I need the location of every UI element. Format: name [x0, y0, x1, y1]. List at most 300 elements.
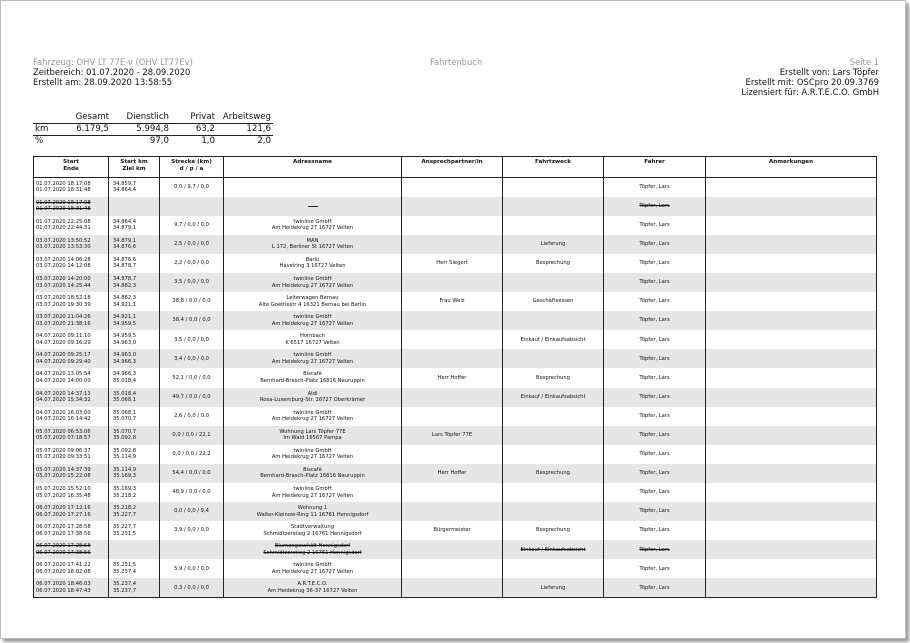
cell-fahrer: Töpfer, Lars: [604, 254, 706, 273]
cell-adresse-street: Havelring 3 16727 Velten: [279, 263, 346, 270]
cell-start-km: 34.879,1: [113, 237, 137, 244]
cell-km: [109, 540, 160, 559]
cell-fahrer: Töpfer, Lars: [604, 349, 706, 368]
cell-strecke: 9,7 / 0,0 / 0,0: [160, 216, 224, 235]
cell-km: [109, 388, 160, 407]
cell-fahrer: Töpfer, Lars: [604, 540, 706, 559]
cell-start-km: 35.068,1: [113, 409, 137, 416]
table-row: [34, 368, 877, 387]
summary-pct-arbeitsweg: 2,0: [257, 136, 271, 146]
cell-start: 04.07.2020 13:05:54: [36, 371, 91, 378]
cell-end: 03.07.2020 21:38:16: [36, 320, 91, 327]
cell-ansprechpartner: Lars Töpfer 77E: [402, 426, 503, 445]
cell-anmerkungen: [706, 311, 877, 330]
cell-anmerkungen: [706, 445, 877, 464]
cell-end: 06.07.2020 17:27:16: [36, 511, 91, 518]
table-row: [34, 292, 877, 311]
cell-strecke: [160, 197, 224, 216]
col-anmerkungen: Anmerkungen: [706, 157, 877, 178]
cell-start: 05.07.2020 09:06:37: [36, 447, 91, 454]
cell-adresse-street: Am Heidekrug 27 16727 Velten: [271, 454, 354, 461]
cell-fahrer: Töpfer, Lars: [604, 388, 706, 407]
col-strecke: Strecke (km) d / p / a: [160, 157, 224, 178]
summary-pct-gesamt: [55, 136, 111, 148]
cell-start-km: 35.237,4: [113, 581, 137, 588]
cell-adresse-street: K 6517 16727 Velten: [285, 339, 340, 346]
cell-strecke: 49,7 / 0,0 / 0,0: [160, 388, 224, 407]
cell-ziel-km: 35.169,3: [113, 473, 137, 480]
cell-ziel-km: 35.231,5: [113, 530, 137, 537]
table-row: [34, 407, 877, 426]
cell-fahrtzweck: Besprechung: [503, 368, 604, 387]
cell-ziel-km: 35.237,7: [113, 587, 137, 594]
cell-start-end: [34, 330, 109, 349]
table-row: [34, 578, 877, 597]
cell-start-km: 35.218,2: [113, 505, 137, 512]
cell-km: [109, 311, 160, 330]
cell-end: 04.07.2020 09:29:40: [36, 358, 91, 365]
cell-ziel-km: 35.237,4: [113, 568, 137, 575]
cell-adresse-street: Am Heidekrug 27 16727 Velten: [271, 492, 354, 499]
cell-adresse: [224, 311, 402, 330]
cell-strecke: 3,9 / 0,0 / 0,0: [160, 521, 224, 540]
cell-strecke: 54,4 / 0,0 / 0,0: [160, 464, 224, 483]
cell-end: 04.07.2020 14:00:00: [36, 377, 91, 384]
cell-strecke: 52,1 / 0,0 / 0,0: [160, 368, 224, 387]
col-fahrtzweck: Fahrtzweck: [503, 157, 604, 178]
cell-adresse-name: Biscafé: [303, 371, 322, 378]
cell-adresse: [224, 559, 402, 578]
cell-ziel-km: 34.879,1: [113, 225, 137, 232]
cell-fahrtzweck: Besprechung: [503, 521, 604, 540]
cell-km: [109, 254, 160, 273]
table-row: [34, 349, 877, 368]
cell-start-end: [34, 368, 109, 387]
report-title: Fahrtenbuch: [430, 57, 483, 67]
cell-fahrtzweck: [503, 426, 604, 445]
cell-strecke: 2,2 / 0,0 / 0,0: [160, 254, 224, 273]
cell-adresse-street: Alte Goethestr 4 16321 Bernau bei Berlin: [258, 301, 367, 308]
cell-anmerkungen: [706, 349, 877, 368]
cell-start: 06.07.2020 17:41:22: [36, 562, 91, 569]
cell-adresse-street: Am Heidekrug 27 16727 Velten: [271, 320, 354, 327]
cell-strecke: 38,4 / 0,0 / 0,0: [160, 311, 224, 330]
col-start-end: Start Ende: [34, 157, 109, 178]
cell-end: 06.07.2020 17:38:56: [36, 530, 91, 537]
cell-km: [109, 368, 160, 387]
cell-ziel-km: 34.963,0: [113, 339, 137, 346]
cell-start: 01.07.2020 18:17:08: [36, 199, 91, 206]
cell-ziel-km: 34.966,3: [113, 358, 137, 365]
table-row: [34, 178, 877, 197]
cell-start-km: 34.864,4: [113, 218, 137, 225]
cell-fahrtzweck: [503, 311, 604, 330]
cell-anmerkungen: [706, 464, 877, 483]
cell-start-end: [34, 292, 109, 311]
cell-start-end: [34, 388, 109, 407]
cell-start: 06.07.2020 17:28:58: [36, 524, 91, 531]
cell-end: 06.07.2020 18:02:08: [36, 568, 91, 575]
cell-ansprechpartner: [402, 235, 503, 254]
cell-fahrer: Töpfer, Lars: [604, 464, 706, 483]
cell-km: [109, 216, 160, 235]
cell-adresse: [224, 330, 402, 349]
cell-end: 01.07.2020 18:31:48: [36, 206, 91, 213]
cell-anmerkungen: [706, 254, 877, 273]
cell-adresse-name: MAN: [306, 237, 319, 244]
cell-adresse-name: twinline GmbH: [293, 314, 332, 321]
cell-ansprechpartner: [402, 559, 503, 578]
cell-start-km: 34.963,0: [113, 352, 137, 359]
cell-start-end: [34, 407, 109, 426]
cell-ziel-km: 35.092,8: [113, 435, 137, 442]
created-by: Erstellt von: Lars Töpfer: [779, 67, 879, 77]
cell-fahrer: Töpfer, Lars: [604, 483, 706, 502]
cell-start-km: 35.018,4: [113, 390, 137, 397]
cell-adresse-street: Am Heidekrug 27 16727 Velten: [271, 416, 354, 423]
cell-adresse-name: Blumengeschäft Hennigsdorf: [274, 543, 351, 550]
cell-adresse-name: Wohnung Lars Töpfer 77E: [279, 428, 346, 435]
cell-adresse-street: Rosa-Luxemburg-Str. 16727 Oberkrämer: [259, 397, 366, 404]
cell-ziel-km: 34.882,3: [113, 282, 137, 289]
cell-adresse-street: L 172, Berliner St 16727 Velten: [271, 244, 354, 251]
cell-km: [109, 483, 160, 502]
cell-adresse-name: Hornbach: [299, 333, 325, 340]
cell-start-km: 35.114,9: [113, 466, 137, 473]
cell-fahrer: Töpfer, Lars: [604, 292, 706, 311]
cell-adresse: [224, 540, 402, 559]
cell-anmerkungen: [706, 388, 877, 407]
cell-end: 03.07.2020 14:25:44: [36, 282, 91, 289]
table-row: [34, 216, 877, 235]
cell-km: [109, 502, 160, 521]
vehicle-label: Fahrzeug: OHV LT 77E-v (OHV LT77Ev): [33, 57, 193, 67]
cell-strecke: 0,0 / 0,0 / 22,2: [160, 445, 224, 464]
table-row: [34, 464, 877, 483]
cell-fahrtzweck: [503, 178, 604, 197]
cell-start: 01.07.2020 22:25:08: [36, 218, 91, 225]
cell-end: 03.07.2020 13:53:30: [36, 244, 91, 251]
cell-start: 03.07.2020 14:20:00: [36, 276, 91, 283]
cell-anmerkungen: [706, 197, 877, 216]
cell-anmerkungen: [706, 521, 877, 540]
cell-ansprechpartner: [402, 445, 503, 464]
page-number: Seite 1: [849, 57, 879, 67]
cell-fahrer: Töpfer, Lars: [604, 502, 706, 521]
col-ansprechpartner: Ansprechpartner/in: [402, 157, 503, 178]
summary-pct-privat: 1,0: [201, 136, 215, 146]
cell-start: 03.07.2020 13:50:52: [36, 237, 91, 244]
cell-start: 04.07.2020 09:11:10: [36, 333, 91, 340]
cell-fahrtzweck: Lieferung: [503, 578, 604, 597]
cell-adresse-name: Biscafé: [303, 466, 322, 473]
cell-strecke: 2,5 / 0,0 / 0,0: [160, 235, 224, 254]
cell-start-km: 35.231,5: [113, 562, 137, 569]
cell-km: [109, 349, 160, 368]
table-row: [34, 197, 877, 216]
cell-fahrtzweck: Lieferung: [503, 235, 604, 254]
summary-km-arbeitsweg: 121,6: [217, 124, 273, 136]
cell-fahrtzweck: Besprechung: [503, 254, 604, 273]
cell-start-end: [34, 540, 109, 559]
cell-ziel-km: 34.921,1: [113, 301, 137, 308]
cell-adresse-street: Am Heidekrug 27 16727 Velten: [271, 225, 354, 232]
cell-km: [109, 273, 160, 292]
cell-ansprechpartner: Herr Hoffer: [402, 464, 503, 483]
dash-placeholder: [308, 206, 318, 207]
cell-fahrer: Töpfer, Lars: [604, 578, 706, 597]
cell-ansprechpartner: [402, 483, 503, 502]
cell-anmerkungen: [706, 178, 877, 197]
cell-start-km: 34.876,6: [113, 256, 137, 263]
cell-fahrer: Töpfer, Lars: [604, 178, 706, 197]
table-row: [34, 273, 877, 292]
cell-anmerkungen: [706, 483, 877, 502]
summary-table: [33, 112, 273, 147]
cell-fahrtzweck: [503, 349, 604, 368]
cell-ziel-km: 34.878,7: [113, 263, 137, 270]
cell-km: [109, 330, 160, 349]
cell-start-end: [34, 254, 109, 273]
cell-start-end: [34, 426, 109, 445]
cell-strecke: 38,8 / 0,0 / 0,0: [160, 292, 224, 311]
cell-start-km: 35.227,7: [113, 524, 137, 531]
cell-start: 05.07.2020 06:53:06: [36, 428, 91, 435]
table-row: [34, 235, 877, 254]
table-row: [34, 483, 877, 502]
cell-start-km: 34.878,7: [113, 276, 137, 283]
cell-adresse: [224, 464, 402, 483]
cell-anmerkungen: [706, 368, 877, 387]
cell-strecke: [160, 540, 224, 559]
cell-start: 01.07.2020 18:17:08: [36, 180, 91, 187]
cell-fahrer: Töpfer, Lars: [604, 311, 706, 330]
cell-start: 05.07.2020 15:52:10: [36, 486, 91, 493]
table-row: [34, 521, 877, 540]
cell-fahrtzweck: [503, 273, 604, 292]
cell-adresse-street: Im Wald 16567 Pampa: [283, 435, 342, 442]
cell-strecke: 48,9 / 0,0 / 0,0: [160, 483, 224, 502]
table-row: [34, 540, 877, 559]
cell-km: [109, 464, 160, 483]
cell-strecke: 2,6 / 0,0 / 0,0: [160, 407, 224, 426]
cell-start-km: 34.959,5: [113, 333, 137, 340]
cell-adresse: [224, 502, 402, 521]
cell-anmerkungen: [706, 273, 877, 292]
cell-km: [109, 521, 160, 540]
cell-start-end: [34, 464, 109, 483]
cell-ziel-km: 34.864,4: [113, 187, 137, 194]
report-header-left: [33, 57, 193, 87]
cell-strecke: 3,5 / 0,0 / 0,0: [160, 273, 224, 292]
cell-adresse: [224, 521, 402, 540]
cell-km: [109, 445, 160, 464]
cell-adresse-name: twinline GmbH: [293, 447, 332, 454]
cell-start-end: [34, 216, 109, 235]
table-row: [34, 388, 877, 407]
cell-fahrer: Töpfer, Lars: [604, 407, 706, 426]
cell-ansprechpartner: [402, 388, 503, 407]
cell-start-end: [34, 578, 109, 597]
report-header-right: [741, 57, 879, 97]
cell-start-end: [34, 311, 109, 330]
table-row: [34, 254, 877, 273]
cell-ziel-km: 34.876,6: [113, 244, 137, 251]
cell-ansprechpartner: [402, 273, 503, 292]
summary-header-arbeitsweg: Arbeitsweg: [217, 112, 273, 124]
cell-start-end: [34, 559, 109, 578]
cell-start-end: [34, 445, 109, 464]
created-date: Erstellt am: 28.09.2020 13:58:55: [33, 77, 173, 87]
cell-adresse: [224, 273, 402, 292]
cell-end: 05.07.2020 15:22:08: [36, 473, 91, 480]
table-row: [34, 445, 877, 464]
cell-adresse-street: Am Heidekrug 36-37 16727 Velten: [267, 587, 358, 594]
licensed-for: Lizensiert für: A.R.T.E.C.O. GmbH: [741, 87, 879, 97]
cell-adresse-name: twinline GmbH: [293, 409, 332, 416]
cell-end: 01.07.2020 18:31:48: [36, 187, 91, 194]
cell-adresse: [224, 407, 402, 426]
cell-start-end: [34, 502, 109, 521]
cell-ziel-km: 35.018,4: [113, 377, 137, 384]
created-with: Erstellt mit: OSCpro 20.09.3769: [745, 77, 879, 87]
summary-km-dienstlich: 5.994,8: [111, 124, 171, 136]
cell-ansprechpartner: [402, 578, 503, 597]
cell-km: [109, 197, 160, 216]
cell-anmerkungen: [706, 407, 877, 426]
cell-adresse: [224, 368, 402, 387]
cell-start: 03.07.2020 18:52:18: [36, 295, 91, 302]
cell-adresse-name: twinline GmbH: [293, 486, 332, 493]
trip-log-body: [34, 178, 877, 598]
cell-end: 05.07.2020 07:18:57: [36, 435, 91, 442]
summary-header-row: [33, 112, 273, 124]
cell-anmerkungen: [706, 292, 877, 311]
cell-start: 04.07.2020 16:03:00: [36, 409, 91, 416]
cell-start-end: [34, 273, 109, 292]
cell-fahrer: Töpfer, Lars: [604, 368, 706, 387]
cell-start: 04.07.2020 09:25:17: [36, 352, 91, 359]
cell-start-km: 35.092,8: [113, 447, 137, 454]
cell-ansprechpartner: [402, 197, 503, 216]
cell-ansprechpartner: Frau Weiz: [402, 292, 503, 311]
date-range: Zeitbereich: 01.07.2020 - 28.09.2020: [33, 67, 191, 77]
cell-adresse-street: Bernhard-Brasch-Platz 16816 Neuruppin: [260, 473, 365, 480]
cell-ansprechpartner: Bürgermeister: [402, 521, 503, 540]
cell-fahrtzweck: [503, 407, 604, 426]
summary-pct-row: [33, 136, 273, 148]
cell-adresse: [224, 483, 402, 502]
cell-adresse-name: Barlu: [305, 256, 320, 263]
cell-ansprechpartner: [402, 178, 503, 197]
cell-adresse: [224, 178, 402, 197]
summary-km-row: [33, 124, 273, 136]
cell-end: 05.07.2020 09:33:51: [36, 454, 91, 461]
cell-adresse-street: Schmidtzerstieg 2 16761 Hennigsdorf: [263, 549, 362, 556]
summary-pct-label: %: [35, 136, 44, 146]
cell-start-km: 34.921,1: [113, 314, 137, 321]
table-row: [34, 426, 877, 445]
cell-start: 06.07.2020 17:28:58: [36, 543, 91, 550]
summary-header-dienstlich: Dienstlich: [111, 112, 171, 124]
cell-end: 06.07.2020 18:47:43: [36, 587, 91, 594]
cell-km: [109, 426, 160, 445]
cell-fahrtzweck: Geschäftsessen: [503, 292, 604, 311]
cell-fahrtzweck: [503, 502, 604, 521]
cell-ansprechpartner: [402, 407, 503, 426]
cell-fahrer: Töpfer, Lars: [604, 197, 706, 216]
cell-adresse: [224, 578, 402, 597]
cell-adresse-street: Am Heidekrug 27 16727 Velten: [271, 568, 354, 575]
cell-end: 04.07.2020 09:16:29: [36, 339, 91, 346]
cell-ziel-km: 35.070,7: [113, 416, 137, 423]
cell-anmerkungen: [706, 540, 877, 559]
cell-km: [109, 292, 160, 311]
cell-start-end: [34, 235, 109, 254]
cell-adresse: [224, 292, 402, 311]
cell-anmerkungen: [706, 502, 877, 521]
cell-start: 05.07.2020 14:37:39: [36, 466, 91, 473]
cell-adresse-street: Schmidtzerstieg 2 16761 Hennigsdorf: [263, 530, 362, 537]
cell-fahrer: Töpfer, Lars: [604, 445, 706, 464]
cell-adresse: [224, 254, 402, 273]
summary-km-label: km: [33, 124, 55, 136]
cell-start-end: [34, 349, 109, 368]
col-adressname: Adressname: [224, 157, 402, 178]
cell-end: 06.07.2020 17:38:56: [36, 549, 91, 556]
cell-km: [109, 407, 160, 426]
cell-end: 01.07.2020 22:44:31: [36, 225, 91, 232]
cell-km: [109, 578, 160, 597]
cell-ziel-km: 35.068,1: [113, 397, 137, 404]
cell-ansprechpartner: Herr Siegert: [402, 254, 503, 273]
cell-ziel-km: 35.218,2: [113, 492, 137, 499]
cell-start-km: 34.882,3: [113, 295, 137, 302]
cell-fahrtzweck: Einkauf / Einkaufsabsicht: [503, 540, 604, 559]
cell-fahrer: Töpfer, Lars: [604, 521, 706, 540]
cell-fahrtzweck: Einkauf / Einkaufsabsicht: [503, 330, 604, 349]
cell-adresse: [224, 349, 402, 368]
cell-end: 05.07.2020 16:35:48: [36, 492, 91, 499]
cell-ansprechpartner: [402, 330, 503, 349]
cell-end: 04.07.2020 16:14:42: [36, 416, 91, 423]
cell-start: 03.07.2020 14:06:28: [36, 256, 91, 263]
cell-adresse-name: Aldi: [307, 390, 318, 397]
cell-fahrer: Töpfer, Lars: [604, 273, 706, 292]
cell-ziel-km: 35.114,9: [113, 454, 137, 461]
cell-adresse: [224, 197, 402, 216]
cell-start: 04.07.2020 14:37:13: [36, 390, 91, 397]
cell-adresse-name: twinline GmbH: [293, 276, 332, 283]
cell-end: 04.07.2020 15:34:32: [36, 397, 91, 404]
cell-ansprechpartner: [402, 311, 503, 330]
cell-strecke: 3,5 / 0,0 / 0,0: [160, 330, 224, 349]
cell-strecke: 3,4 / 0,0 / 0,0: [160, 349, 224, 368]
cell-adresse: [224, 216, 402, 235]
cell-fahrer: Töpfer, Lars: [604, 330, 706, 349]
cell-start-km: 35.169,3: [113, 486, 137, 493]
cell-adresse: [224, 388, 402, 407]
cell-ziel-km: 34.959,5: [113, 320, 137, 327]
cell-adresse-name: Wohnung 1: [297, 505, 328, 512]
cell-start-end: [34, 521, 109, 540]
cell-start-end: [34, 197, 109, 216]
cell-adresse-name: Leiterwagen Bernau: [286, 295, 339, 302]
cell-adresse-name: twinline GmbH: [293, 218, 332, 225]
trip-log-header: [34, 157, 877, 178]
cell-start: 03.07.2020 21:04:26: [36, 314, 91, 321]
col-fahrer: Fahrer: [604, 157, 706, 178]
